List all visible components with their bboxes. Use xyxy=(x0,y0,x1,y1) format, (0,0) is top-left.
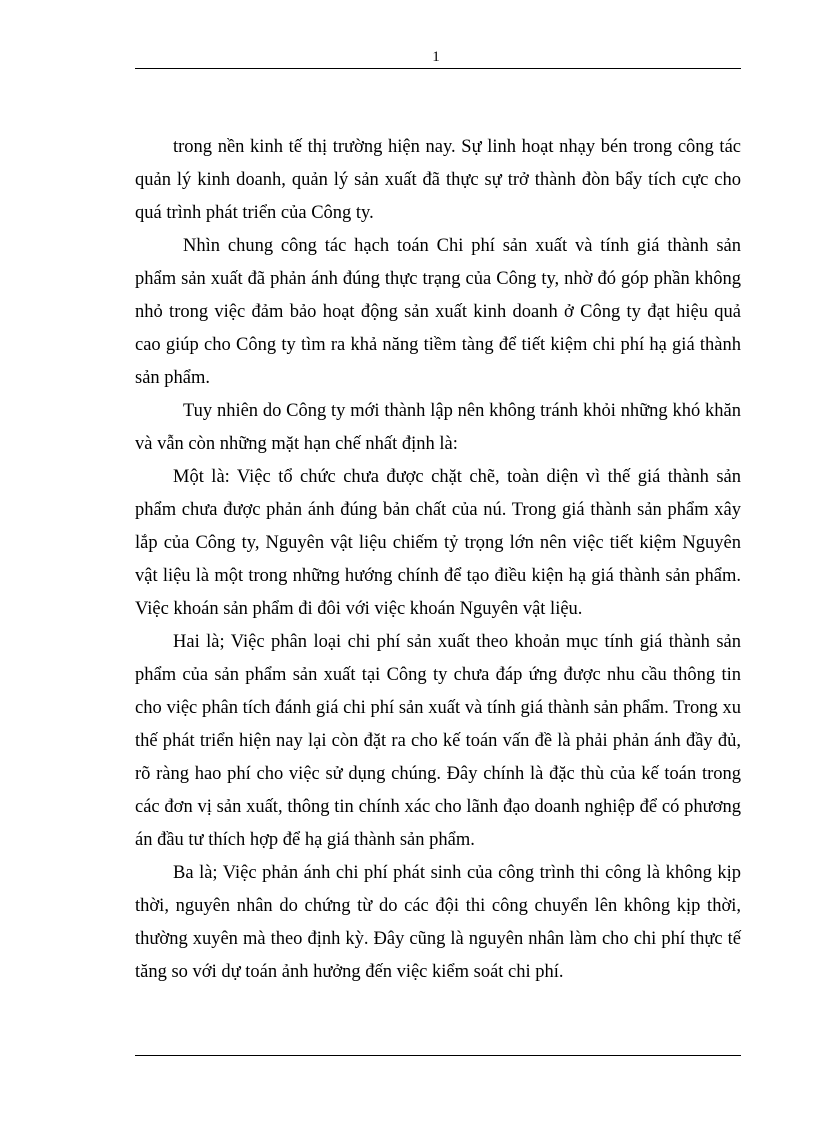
paragraph-continuation: trong nền kinh tế thị trường hiện nay. Sự linh hoạt nhạy bén trong công tác quản lý kinh doanh, quản lý sản xuất đã thực sự trở thành đòn bẩy tích cực cho quá trình phát triển của Công ty. xyxy=(135,137,741,223)
paragraph-point-one: Một là: Việc tổ chức chưa được chặt chẽ, toàn diện vì thế giá thành sản phẩm chưa được phản ánh đúng bản chất của nú. Trong giá thành sản phẩm xây lắp của Công ty, Nguyên vật liệu chiếm tỷ trọng lớn nên việc tiết kiệm Nguyên vật liệu là một trong những hướng chính để tạo điều kiện hạ giá thành sản phẩm. Việc khoán sản phẩm đi đôi với việc khoán Nguyên vật liệu. xyxy=(135,467,741,619)
paragraph-point-two: Hai là; Việc phân loại chi phí sản xuất theo khoản mục tính giá thành sản phẩm của sản phẩm sản xuất tại Công ty chưa đáp ứng được nhu cầu thông tin cho việc phân tích đánh giá chi phí sản xuất và tính giá thành sản phẩm. Trong xu thế phát triển hiện nay lại còn đặt ra cho kế toán vấn đề là phải phản ánh đầy đủ, rõ ràng hao phí cho việc sử dụng chúng. Đây chính là đặc thù của kế toán trong các đơn vị sản xuất, thông tin chính xác cho lãnh đạo doanh nghiệp để có phương án đầu tư thích hợp để hạ giá thành sản phẩm. xyxy=(135,632,741,850)
body-text xyxy=(135,131,741,989)
header-rule xyxy=(135,68,741,69)
paragraph-overview: Nhìn chung công tác hạch toán Chi phí sản xuất và tính giá thành sản phẩm sản xuất đã phản ánh đúng thực trạng của Công ty, nhờ đó góp phần không nhỏ trong việc đảm bảo hoạt động sản xuất kinh doanh ở Công ty đạt hiệu quả cao giúp cho Công ty tìm ra khả năng tiềm tàng để tiết kiệm chi phí hạ giá thành sản phẩm. xyxy=(135,236,741,388)
paragraph-limitations-intro: Tuy nhiên do Công ty mới thành lập nên không tránh khỏi những khó khăn và vẫn còn những mặt hạn chế nhất định là: xyxy=(135,401,741,454)
paragraph-point-three: Ba là; Việc phản ánh chi phí phát sinh của công trình thi công là không kịp thời, nguyên nhân do chứng từ do các đội thi công chuyển lên không kịp thời, thường xuyên mà theo định kỳ. Đây cũng là nguyên nhân làm cho chi phí thực tế tăng so với dự toán ảnh hưởng đến việc kiểm soát chi phí. xyxy=(135,863,741,982)
page-number: 1 xyxy=(432,49,440,65)
footer-rule xyxy=(135,1055,741,1056)
